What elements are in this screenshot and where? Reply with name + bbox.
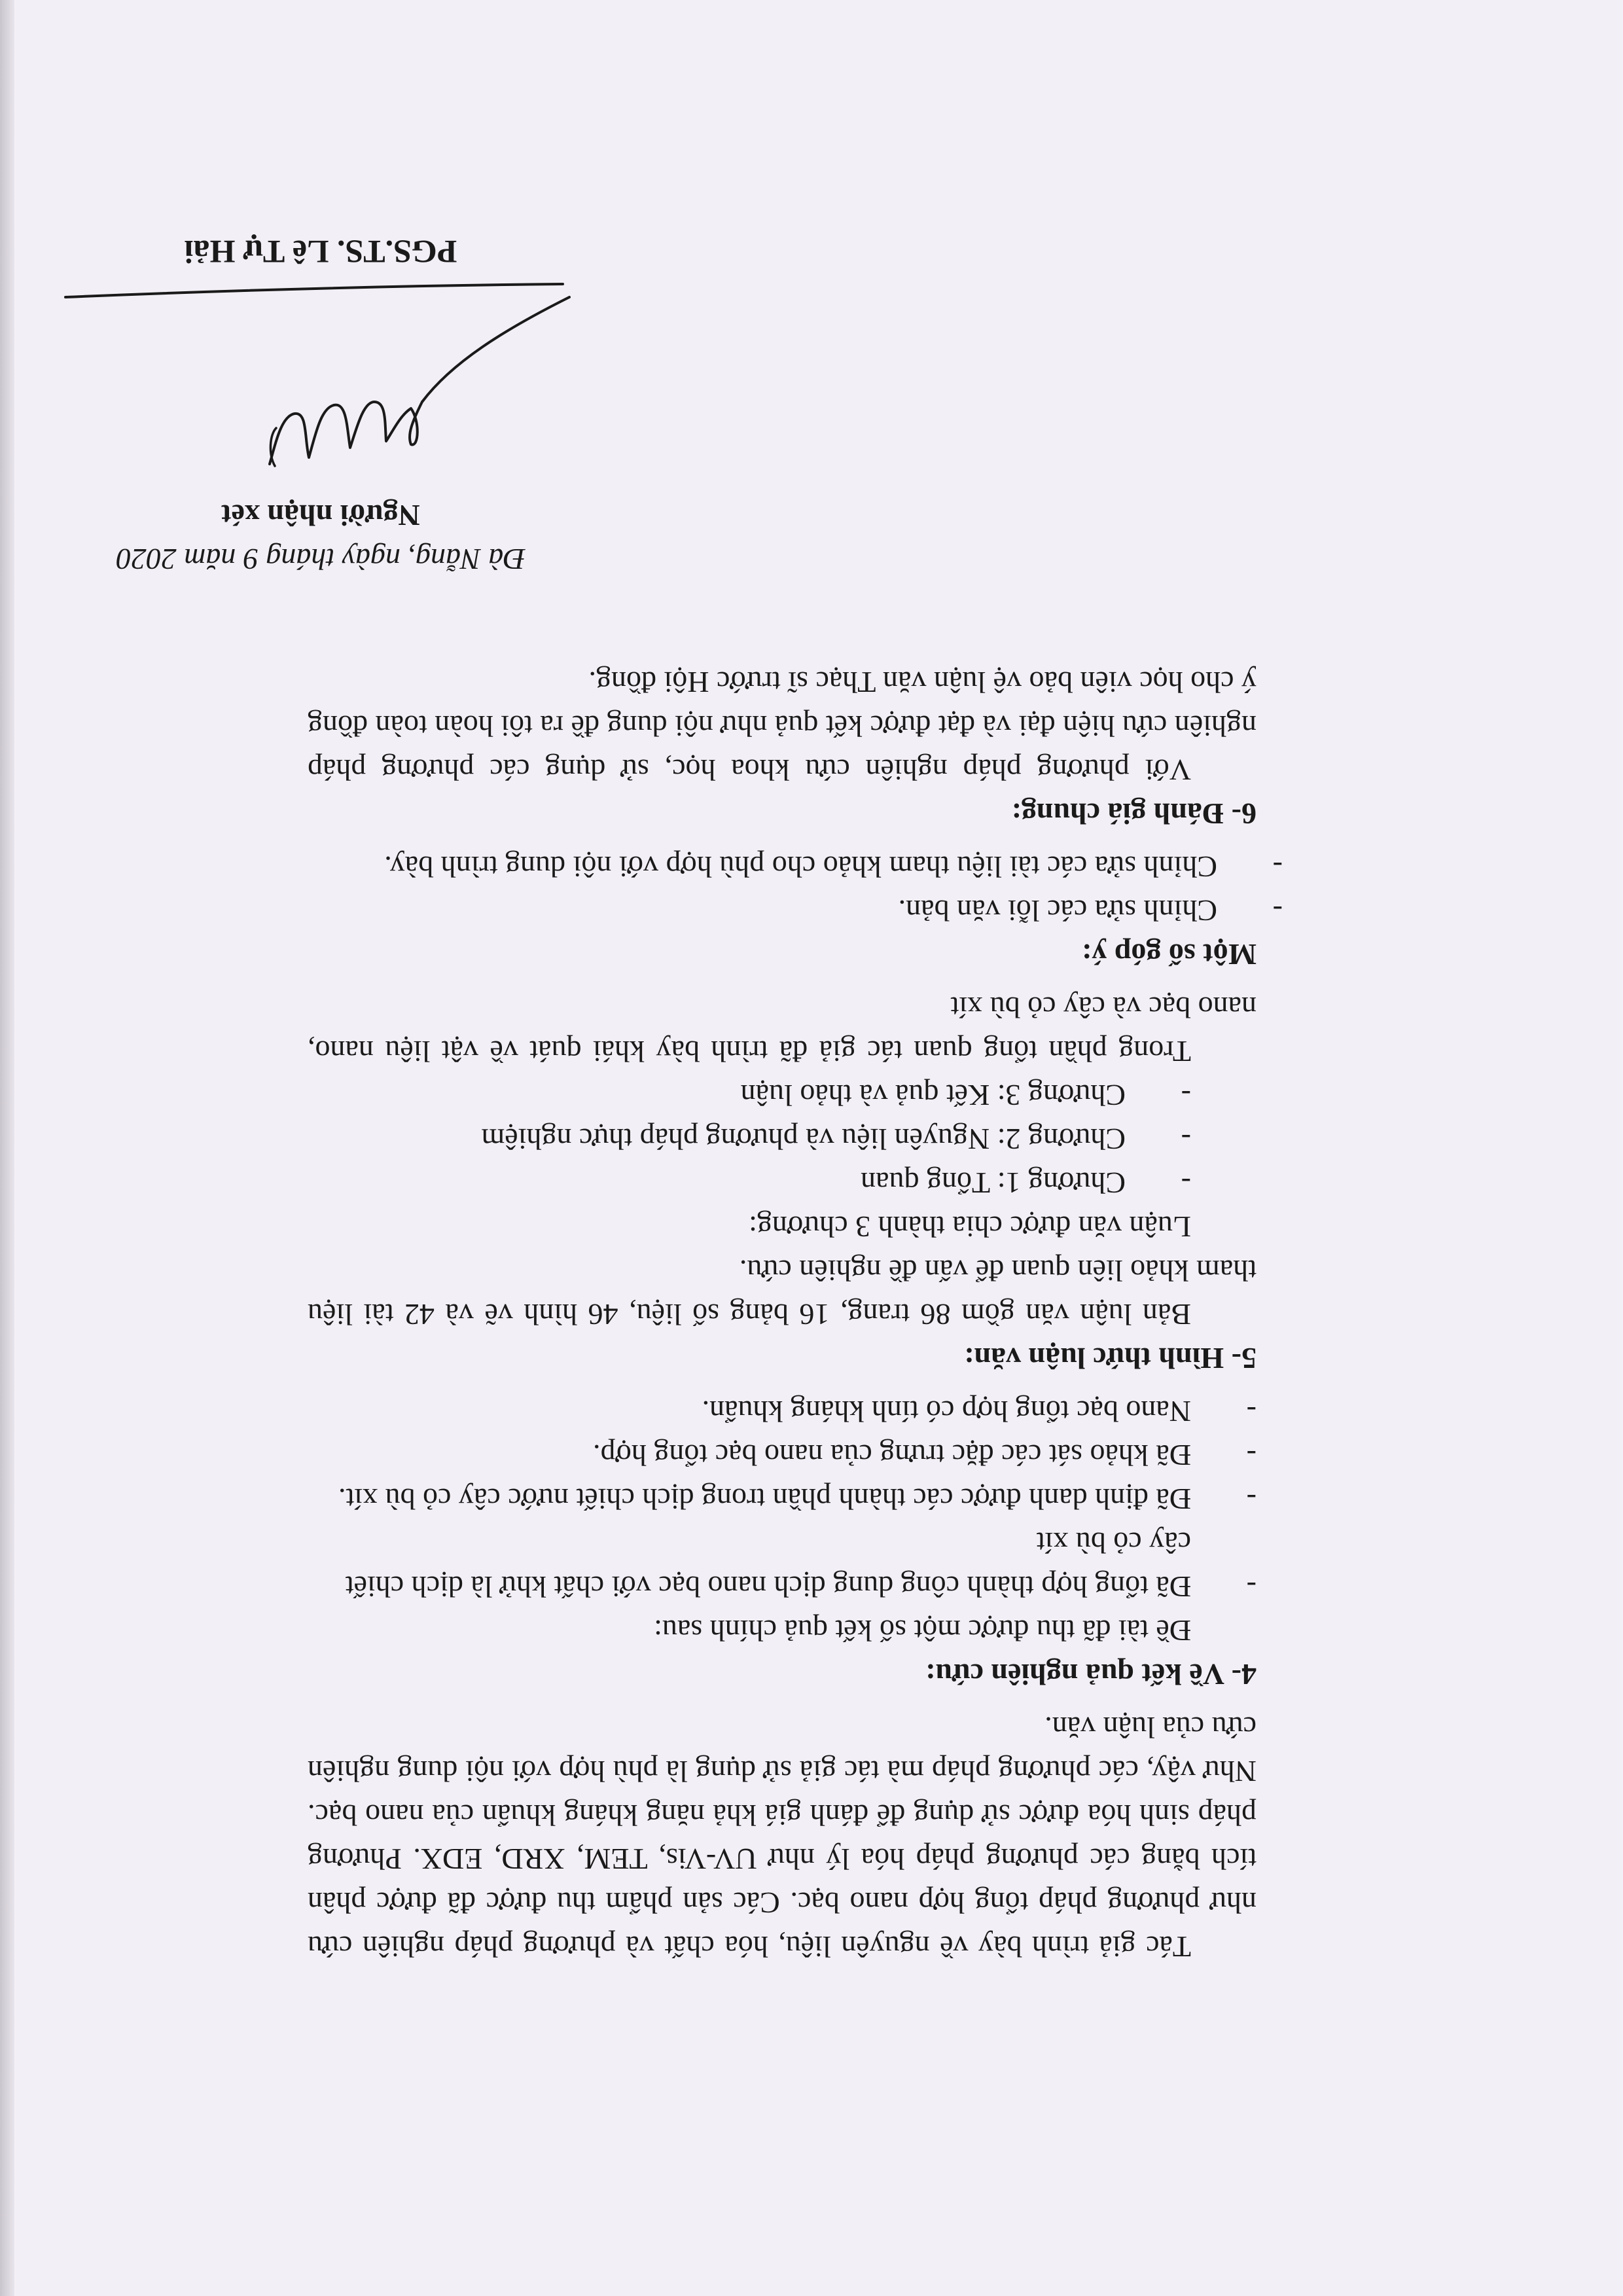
section5-summary: Bản luận văn gồm 86 trang, 16 bảng số liệu, 46 hình vẽ và 42 tài liệu tham khảo liên quan để vấn đề nghiên cứu.	[308, 1254, 1257, 1331]
reviewer-name: PGS.TS. Lê Tự Hải	[184, 234, 457, 270]
result-item: - Nano bạc tổng hợp có tính kháng khuẩn.	[702, 1395, 1257, 1428]
section6-text: Với phương pháp nghiên cứu khoa học, sử dụng các phương pháp nghiên cứu hiện đại và đạt được kết quả như nội dung đề ra tôi hoàn toàn đồng ý cho học viên bảo vệ luận văn Thạc sĩ trước Hội đồng.	[308, 666, 1257, 787]
section5-structure-lead: Luận văn được chia thành 3 chương:	[749, 1210, 1191, 1244]
place-date: Đà Nẵng, ngày tháng 9 năm 2020	[116, 543, 526, 576]
suggestions-heading: Một số góp ý:	[1081, 938, 1257, 971]
section5-overview: Trong phần tổng quan tác giả đã trình bày khái quát về vật liệu nano, nano bạc và cây cỏ bù xít	[308, 991, 1257, 1068]
chapter-item: - Chương 3: Kết quả và thảo luận	[740, 1079, 1191, 1112]
suggestion-item: - Chỉnh sửa các lỗi văn bản.	[898, 894, 1283, 927]
section6-heading: 6- Đánh giá chung:	[1011, 797, 1257, 831]
section5-heading: 5- Hình thức luận văn:	[964, 1342, 1257, 1375]
section4-heading: 4- Về kết quả nghiên cứu:	[925, 1658, 1257, 1691]
signature-block	[59, 230, 582, 581]
document-body	[308, 660, 1283, 1969]
chapter-item: - Chương 2: Nguyên liệu và phương pháp thực nghiệm	[481, 1122, 1191, 1156]
intro-paragraph: Tác giả trình bày về nguyên liệu, hóa chất và phương pháp nghiên cứu như phương pháp tổng hợp nano bạc. Các sản phẩm thu được đã được phân tích bằng các phương pháp hóa lý như UV-Vis, TEM, XRD, EDX. Phương pháp sinh hóa được sử dụng để đánh giá khả năng kháng khuẩn của nano bạc. Như vậy, các phương pháp mà tác giả sử dụng là phù hợp với nội dung nghiên cứu của luận văn.	[308, 1711, 1257, 1964]
reviewer-label: Người nhận xét	[221, 499, 420, 532]
result-item: - Đã khảo sát các đặc trưng của nano bạc tổng hợp.	[593, 1439, 1257, 1472]
section4-lead: Đề tài đã thu được một số kết quả chính sau:	[654, 1614, 1191, 1647]
chapter-item: - Chương 1: Tổng quan	[861, 1166, 1191, 1200]
handwritten-signature	[59, 278, 582, 493]
suggestion-item: - Chỉnh sửa các tài liệu tham khảo cho phù hợp với nội dung trình bày.	[384, 850, 1283, 884]
result-item: - Đã tổng hợp thành công dung dịch nano bạc với chất khử là dịch chiết cây cỏ bù xít	[345, 1526, 1257, 1604]
result-item: - Đã định danh được các thành phần trong dịch chiết nước cây cỏ bù xít.	[338, 1482, 1257, 1516]
